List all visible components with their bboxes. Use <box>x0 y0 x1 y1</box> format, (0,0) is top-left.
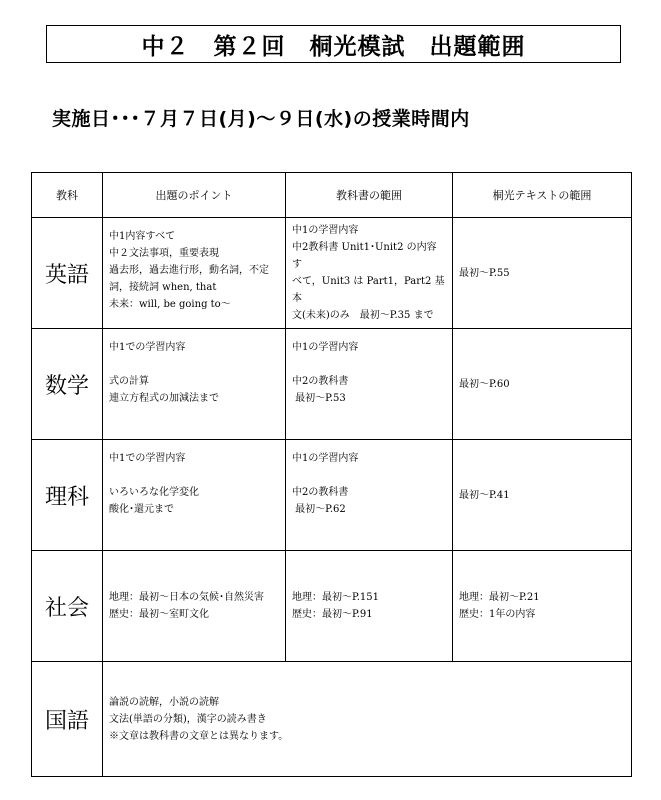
cell-line: 地理：最初～日本の気候･自然災害 <box>109 592 264 603</box>
cell-line: 歴史：最初～室町文化 <box>109 609 209 620</box>
textbook-cell <box>286 551 453 662</box>
exam-scope-table <box>31 172 632 777</box>
toko-text-cell <box>453 218 632 329</box>
cell-line: 連立方程式の加減法まで <box>109 393 219 404</box>
cell-line: 中1での学習内容 <box>109 453 186 464</box>
column-header-toko-text: 桐光テキストの範囲 <box>453 173 632 218</box>
cell-line: 地理：最初～P.151 <box>292 592 379 603</box>
combined-scope-cell <box>103 662 632 777</box>
cell-line: 歴史：1年の内容 <box>459 609 536 620</box>
page-title: 中２ 第２回 桐光模試 出題範囲 <box>46 25 621 63</box>
points-cell <box>103 329 286 440</box>
table-row <box>32 662 632 777</box>
points-cell <box>103 440 286 551</box>
column-header-subject: 教科 <box>32 173 103 218</box>
cell-line: 中2の教科書 <box>292 487 349 498</box>
cell-line: いろいろな化学変化 <box>109 487 199 498</box>
subject-cell: 英語 <box>32 218 103 329</box>
textbook-cell <box>286 329 453 440</box>
cell-gap <box>292 356 446 373</box>
textbook-cell <box>286 218 453 329</box>
subject-cell: 社会 <box>32 551 103 662</box>
cell-line: 酸化･還元まで <box>109 504 174 515</box>
cell-line: 最初～P.62 <box>292 504 346 515</box>
cell-line: 過去形，過去進行形，動名詞，不定 <box>109 265 269 276</box>
table-row <box>32 440 632 551</box>
cell-line: 中2の教科書 <box>292 376 349 387</box>
table-row <box>32 551 632 662</box>
cell-line: ※文章は教科書の文章とは異なります。 <box>109 730 289 742</box>
cell-gap <box>292 467 446 484</box>
cell-line: 最初～P.53 <box>292 393 346 404</box>
cell-line: 中1内容すべて <box>109 231 176 242</box>
toko-text-cell <box>453 329 632 440</box>
cell-line: 中1での学習内容 <box>109 342 186 353</box>
points-cell <box>103 218 286 329</box>
cell-line: 中1の学習内容 <box>292 453 359 464</box>
column-header-points: 出題のポイント <box>103 173 286 218</box>
cell-line: 詞，接続詞 when, that <box>109 282 217 293</box>
cell-line: 中1の学習内容 <box>292 342 359 353</box>
cell-line: 中1の学習内容 <box>292 225 359 236</box>
subject-cell: 数学 <box>32 329 103 440</box>
cell-line: 論説の読解，小説の読解 <box>109 696 219 708</box>
cell-gap <box>109 467 279 484</box>
cell-line: 中２文法事項，重要表現 <box>109 248 219 259</box>
table-row <box>32 218 632 329</box>
table-row <box>32 329 632 440</box>
cell-line: 中2教科書 Unit1･Unit2 の内容す <box>292 242 437 270</box>
cell-line: 文(未来)のみ 最初～P.35 まで <box>292 310 434 321</box>
textbook-cell <box>286 440 453 551</box>
toko-text-cell <box>453 551 632 662</box>
cell-line: 最初～P.60 <box>459 378 510 390</box>
subject-cell: 国語 <box>32 662 103 777</box>
subject-cell: 理科 <box>32 440 103 551</box>
cell-line: 最初～P.55 <box>459 267 510 279</box>
table-header-row <box>32 173 632 218</box>
cell-line: べて，Unit3 は Part1，Part2 基本 <box>292 276 445 304</box>
cell-line: 式の計算 <box>109 376 149 387</box>
points-cell <box>103 551 286 662</box>
cell-line: 地理：最初～P.21 <box>459 592 540 603</box>
cell-line: 文法(単語の分類)，漢字の読み書き <box>109 713 267 725</box>
exam-date: 実施日･･･７月７日(月)～９日(水)の授業時間内 <box>52 108 470 130</box>
cell-line: 歴史：最初～P.91 <box>292 609 373 620</box>
cell-line: 未来：will, be going to～ <box>109 299 231 310</box>
toko-text-cell <box>453 440 632 551</box>
column-header-textbook: 教科書の範囲 <box>286 173 453 218</box>
cell-gap <box>109 356 279 373</box>
cell-line: 最初～P.41 <box>459 489 510 501</box>
